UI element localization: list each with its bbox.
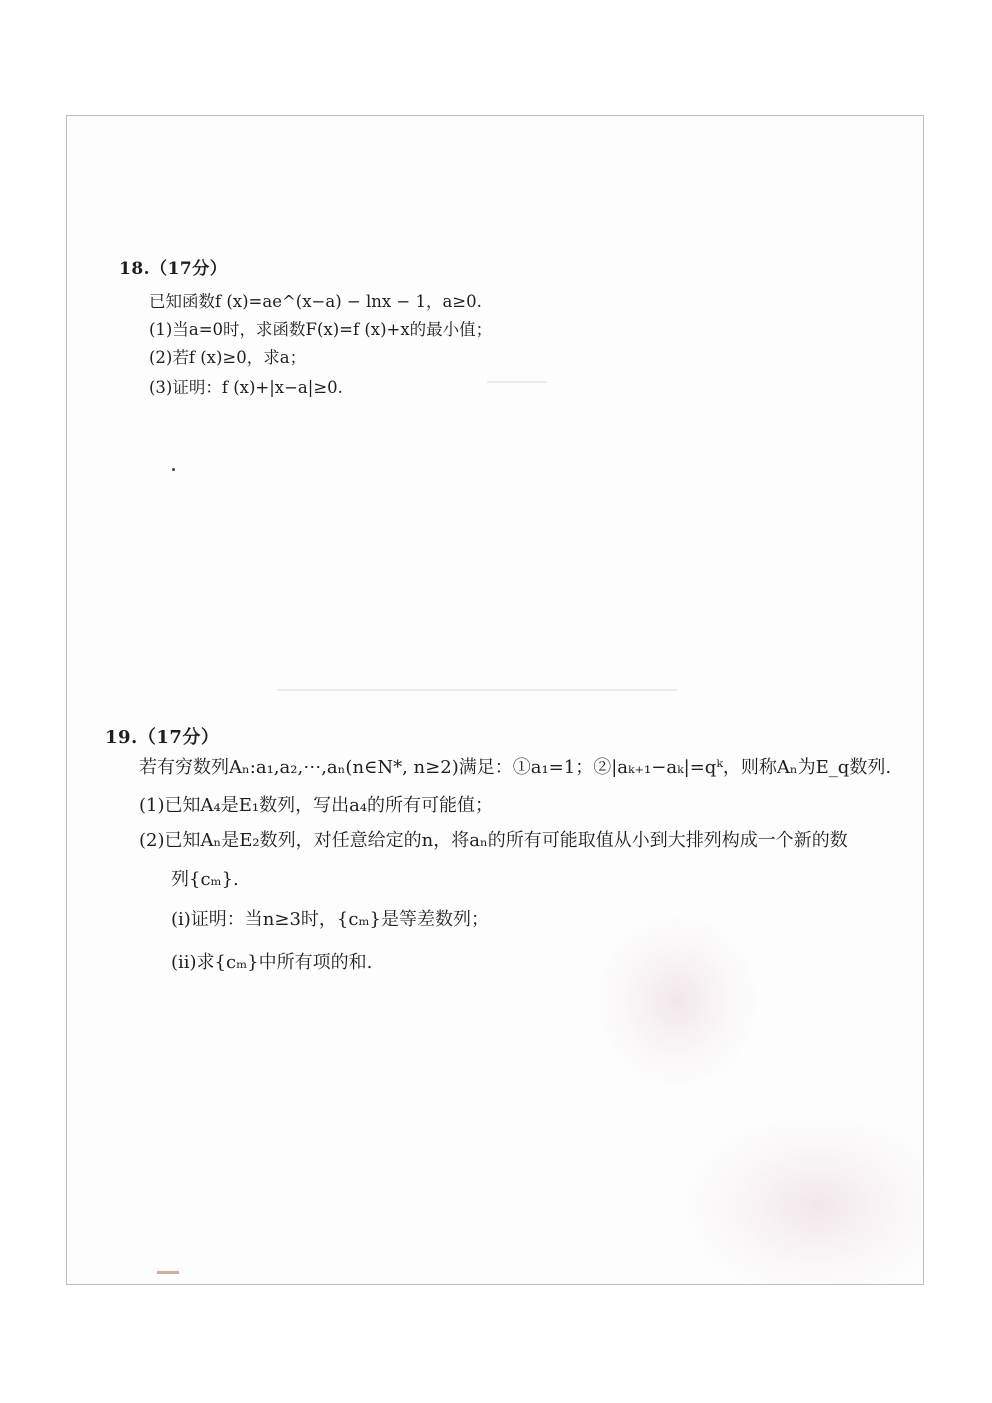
question-19-part-2-line-2: 列{cₘ}. <box>171 869 239 890</box>
question-18-part-3: (3)证明：f (x)+|x−a|≥0. <box>149 378 343 397</box>
scan-mark <box>157 1271 179 1274</box>
question-19-header: 19.（17分） <box>105 727 220 748</box>
question-19-part-2-line-1: (2)已知Aₙ是E₂数列，对任意给定的n，将aₙ的所有可能取值从小到大排列构成一个新的数 <box>139 830 848 851</box>
question-18-header: 18.（17分） <box>119 259 228 279</box>
scan-smudge <box>597 916 757 1086</box>
scan-ghost-line <box>487 381 547 383</box>
scan-smudge <box>687 1116 924 1285</box>
question-19-subpart-i: (i)证明：当n≥3时，{cₘ}是等差数列； <box>171 909 489 930</box>
question-19-stem: 若有穷数列Aₙ:a₁,a₂,⋯,aₙ(n∈N*, n≥2)满足：①a₁=1；②|aₖ₊₁−aₖ|=qᵏ，则称Aₙ为E_q数列. <box>139 757 892 778</box>
exam-page <box>66 115 924 1285</box>
question-19-part-1: (1)已知A₄是E₁数列，写出a₄的所有可能值； <box>139 795 494 816</box>
question-18-part-1: (1)当a=0时，求函数F(x)=f (x)+x的最小值； <box>149 320 493 339</box>
scan-dot <box>172 468 175 471</box>
question-19-subpart-ii: (ii)求{cₘ}中所有项的和. <box>171 952 373 973</box>
scan-ghost-line <box>277 689 677 691</box>
question-18-stem: 已知函数f (x)=ae^(x−a) − lnx − 1，a≥0. <box>149 292 482 311</box>
question-18-part-2: (2)若f (x)≥0，求a； <box>149 348 307 367</box>
